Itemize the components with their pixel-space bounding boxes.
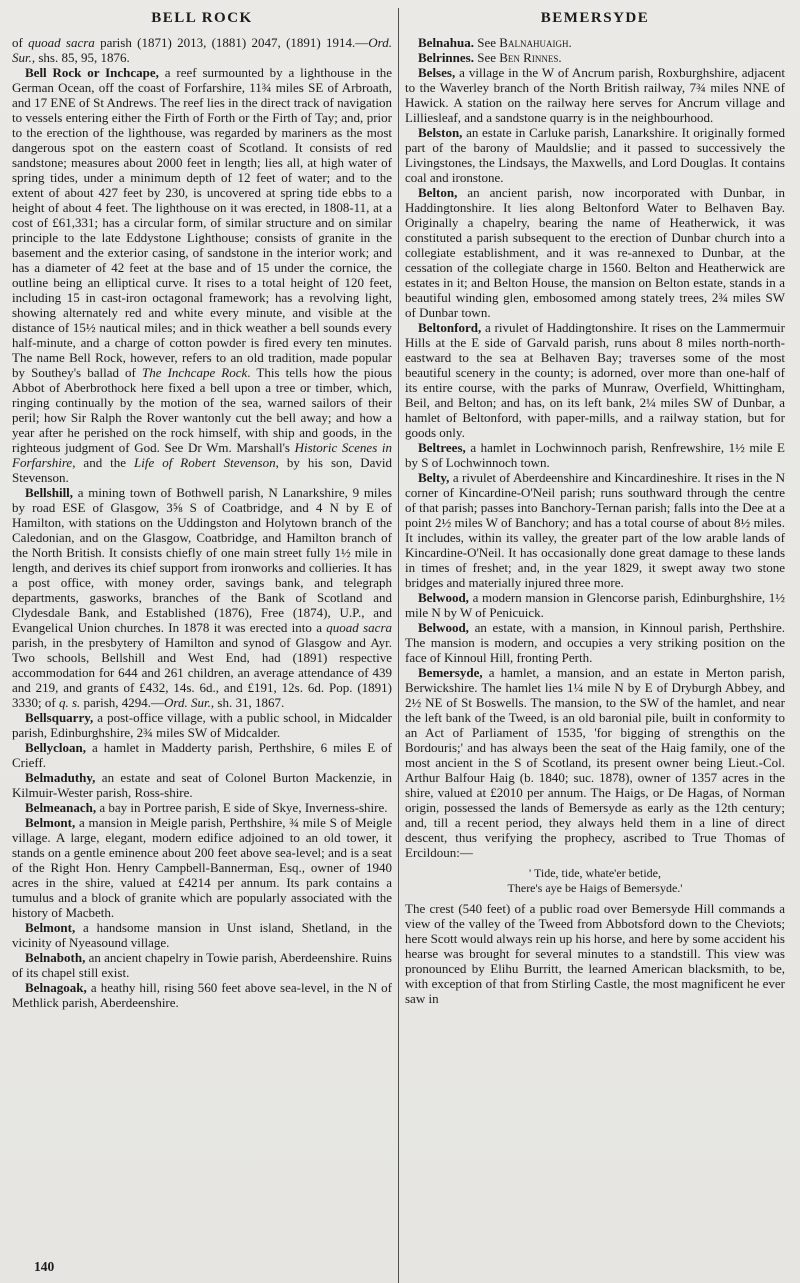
gazetteer-entry: Belty, a rivulet of Aberdeenshire and Kincardineshire. It rises in the N corner of Kincardine-O'Neil parish; runs southward through the centre of that parish; passes into Banchory-Ternan parish; falls into the Dee at a point 2½ miles W of Banchory; and has a total course of about 8½ miles. It includes, within its valley, the greater part of the low arable lands of Kincardine-O'Neil. It has occasionally done great damage to these lands in times of freshet; and, in the year 1829, it swept away two stone bridges and materially injured three more.	[405, 470, 785, 590]
two-column-layout	[12, 8, 790, 1283]
page-number: 140	[34, 1259, 55, 1274]
entry-term: Bellycloan,	[25, 740, 87, 755]
continuation-paragraph: The crest (540 feet) of a public road over Bemersyde Hill commands a view of the valley of the Tweed from Abbotsford down to the Cheviots; here Scott would always rein up his horse, and here by some accident his hearse was brought for several minutes to a standstill. This view was pronounced by Elihu Burritt, the learned American blacksmith, to be, with exception of that from Stirling Castle, the most magnificent he ever saw in	[405, 901, 785, 1006]
gazetteer-entry: Belwood, a modern mansion in Glencorse parish, Edinburghshire, 1½ mile N by W of Penicuick.	[405, 590, 785, 620]
left-column	[12, 8, 392, 1283]
entry-term: Belwood,	[418, 620, 469, 635]
entry-term: Bellsquarry,	[25, 710, 94, 725]
gazetteer-entry: Bemersyde, a hamlet, a mansion, and an estate in Merton parish, Berwickshire. The hamlet lies 1¼ mile N by E of Dryburgh Abbey, and 2½ NE of St Boswells. The mansion, to the SW of the hamlet, and near the left bank of the Tweed, is an old baronial pile, built in conformity to an Act of Parliament of 1535, 'for bigging of strengthis on the Bordouris;' and has always been the seat of the Haig family, one of the most ancient in the S of Scotland, its present owner being Lieut.-Col. Arthur Balfour Haig (b. 1840; suc. 1878), owner of 1357 acres in the shire, valued at £2010 per annum. The Haigs, or De Hagas, of Norman origin, possessed the lands of Bemersyde as early as the 12th century; and, till a recent period, they always held them in a line of direct descent, thus verifying the prophecy, ascribed to True Thomas of Ercildoun:—	[405, 665, 785, 860]
cross-reference: Balnahuaigh	[499, 35, 569, 50]
right-column-body	[405, 35, 785, 1006]
entry-term: Belty,	[418, 470, 450, 485]
left-running-head: BELL ROCK	[151, 10, 253, 26]
entry-term: Beltonford,	[418, 320, 482, 335]
gazetteer-entry: Bellshill, a mining town of Bothwell parish, N Lanarkshire, 9 miles by road ESE of Glasgow, 3⅝ S of Coatbridge, and 4 N by E of Hamilton, with stations on the Uddingston and Holytown branch of the Caledonian, and on the Glasgow, Coatbridge, and Hamilton branch of the North British. It consists chiefly of one main street fully 1½ mile in length, and derives its chief support from ironworks and collieries. It has a post office, with money order, savings bank, and telegraph departments, gasworks, branches of the Bank of Scotland and Clydesdale Bank, and Established (1876), Free (1874), U.P., and Evangelical Union churches. In 1878 it was erected into a quoad sacra parish, in the presbytery of Hamilton and synod of Glasgow and Ayr. Two schools, Bellshill and West End, had (1891) respective accommodation for 644 and 261 children, an average attendance of 439 and 219, and grants of £432, 14s. 6d., and £191, 12s. 6d. Pop. (1891) 3330; of q. s. parish, 4294.—Ord. Sur., sh. 31, 1867.	[12, 485, 393, 710]
gazetteer-entry: Belton, an ancient parish, now incorporated with Dunbar, in Haddingtonshire. It lies along Beltonford Water to Belhaven Bay. Originally a chapelry, bearing the name of Heatherwick, it was constituted a parish subsequent to the erection of Dunbar church into a collegiate establishment, and it was re-annexed to Dunbar, at the cessation of the collegiate charge in 1560. Belton and Heatherwick are estates in it; and Belton House, the mansion on Belton estate, stands in a beautiful winding glen, embosomed among stately trees, 2¾ miles SW of Dunbar town.	[405, 185, 785, 320]
continuation-paragraph: of quoad sacra parish (1871) 2013, (1881) 2047, (1891) 1914.—Ord. Sur., shs. 85, 95, 1876.	[12, 35, 392, 65]
gazetteer-entry: Belston, an estate in Carluke parish, Lanarkshire. It originally formed part of the barony of Mauldslie; and it passed to successively the Livingstones, the Lindsays, the Maxwells, and Lord Douglas. It contains coal and ironstone.	[405, 125, 785, 185]
entry-term: Belmaduthy,	[25, 770, 96, 785]
entry-term: Belrinnes.	[418, 50, 474, 65]
verse-line: There's aye be Haigs of Bemersyde.'	[507, 880, 683, 895]
entry-term: Belnaboth,	[25, 950, 86, 965]
entry-term: Belwood,	[418, 590, 469, 605]
gazetteer-entry: Belmont, a handsome mansion in Unst island, Shetland, in the vicinity of Nyeasound village.	[12, 920, 392, 950]
cross-reference: Ben Rinnes	[499, 50, 559, 65]
gazetteer-entry: Belwood, an estate, with a mansion, in Kinnoul parish, Perthshire. The mansion is modern, and occupies a very striking position on the face of Kinnoul Hill, fronting Perth.	[405, 620, 785, 665]
gazetteer-entry: Bellycloan, a hamlet in Madderty parish, Perthshire, 6 miles E of Crieff.	[12, 740, 392, 770]
verse-line: ' Tide, tide, whate'er betide,	[529, 866, 661, 880]
entry-term: Belnagoak,	[25, 980, 87, 995]
gazetteer-entry: Belmont, a mansion in Meigle parish, Perthshire, ¾ mile S of Meigle village. A large, elegant, modern edifice adjoined to an old tower, it stands on a gentle eminence about 200 feet above sea-level; and is a seat of the Right Hon. Henry Campbell-Bannerman, Esq., owner of 1940 acres in the shire, valued at £4214 per annum. Its park contains a tumulus and a block of granite which are popularly associated with the history of Macbeth.	[12, 815, 392, 920]
gazetteer-entry: Beltrees, a hamlet in Lochwinnoch parish, Renfrewshire, 1½ mile E by S of Lochwinnoch town.	[405, 440, 785, 470]
gazetteer-entry: Belses, a village in the W of Ancrum parish, Roxburghshire, adjacent to the Waverley branch of the North British railway, 7¾ miles NNE of Hawick. A station on the railway here serves for Ancrum village and Lilliesleaf, and a sandstone quarry is in the neighbourhood.	[405, 65, 785, 125]
entry-term: Bemersyde,	[418, 665, 483, 680]
column-divider	[398, 8, 399, 1283]
entry-term: Belmont,	[25, 920, 76, 935]
gazetteer-entry: Belrinnes. See Ben Rinnes.	[418, 50, 562, 65]
entry-term: Belston,	[418, 125, 463, 140]
gazetteer-entry: Belmeanach, a bay in Portree parish, E side of Skye, Inverness-shire.	[25, 800, 388, 815]
entry-term: Beltrees,	[418, 440, 466, 455]
entry-term: Belmont,	[25, 815, 76, 830]
gazetteer-entry: Belmaduthy, an estate and seat of Colonel Burton Mackenzie, in Kilmuir-Wester parish, Ross-shire.	[12, 770, 392, 800]
entry-term: Bellshill,	[25, 485, 74, 500]
entry-term: Belton,	[418, 185, 458, 200]
entry-term: Bell Rock or Inchcape,	[25, 65, 159, 80]
right-running-head: BEMERSYDE	[540, 10, 650, 26]
gazetteer-entry: Bellsquarry, a post-office village, with a public school, in Midcalder parish, Edinburghshire, 2¾ miles SW of Midcalder.	[12, 710, 392, 740]
gazetteer-entry: Belnaboth, an ancient chapelry in Towie parish, Aberdeenshire. Ruins of its chapel still exist.	[12, 950, 392, 980]
verse-quote	[405, 866, 785, 895]
left-column-body	[12, 35, 392, 1010]
right-column	[405, 8, 785, 1283]
gazetteer-entry: Beltonford, a rivulet of Haddingtonshire. It rises on the Lammermuir Hills at the E side of Garvald parish, runs about 8 miles north-north-eastward to the sea at Belhaven Bay; traverses some of the most beautiful scenery in the county; is adorned, over more than one-half of its entire course, with the parks of Munraw, Overfield, Whittingham, Beil, and Belton; and has, on its left bank, 2¼ miles SW of Dunbar, a hamlet of Beltonford, with paper-mills, and a railway station, but for goods only.	[405, 320, 785, 440]
entry-term: Belmeanach,	[25, 800, 97, 815]
entry-term: Belnahua.	[418, 35, 474, 50]
entry-term: Belses,	[418, 65, 456, 80]
gazetteer-entry: Belnagoak, a heathy hill, rising 560 feet above sea-level, in the N of Methlick parish, Aberdeenshire.	[12, 980, 392, 1010]
gazetteer-entry: Bell Rock or Inchcape, a reef surmounted by a lighthouse in the German Ocean, off the coast of Forfarshire, 11¾ miles SE of Arbroath, and 17 ENE of St Andrews. The reef lies in the direct track of navigation to vessels entering either the Firth of Forth or the Firth of Tay; and, prior to the erection of the lighthouse, was regarded by mariners as the most dangerous spot on the eastern coast of Scotland. It consists of red sandstone; measures about 2000 feet in length; lies all, at high water of spring tides, under a minimum depth of 12 feet of water; and to the extent of about 427 feet by 230, is uncovered at spring tide ebbs to a height of about 4 feet. The lighthouse on it was erected, in 1808-11, at a cost of £61,331; has a circular form, of similar structure and on similar principle to the late Eddystone Lighthouse; consists of granite in the basement and the exterior casing, of sandstone in the interior work; and has a diameter of 42 feet at the base and of 15 under the cornice, the outline being an elliptical curve. It rises to a total height of 120 feet, including 15 in cast-iron octagonal framework; has a revolving light, showing alternately red and white every minute, and visible at the distance of 15½ nautical miles; and in thick weather a bell sounds every half-minute, and a charge of cotton powder is fired every ten minutes. The name Bell Rock, however, refers to an old tradition, made popular by Southey's ballad of The Inchcape Rock. This tells how the pious Abbot of Aberbrothock here fixed a bell upon a tree or timber, which, ringing continually by the motion of the sea, warned sailors of their peril; how Sir Ralph the Rover wantonly cut the bell away; and how a year after he perished on the rock himself, with ship and goods, in the righteous judgment of God. See Dr Wm. Marshall's Historic Scenes in Forfarshire, and the Life of Robert Stevenson, by his son, David Stevenson.	[12, 65, 393, 485]
gazetteer-entry: Belnahua. See Balnahuaigh.	[418, 35, 572, 50]
